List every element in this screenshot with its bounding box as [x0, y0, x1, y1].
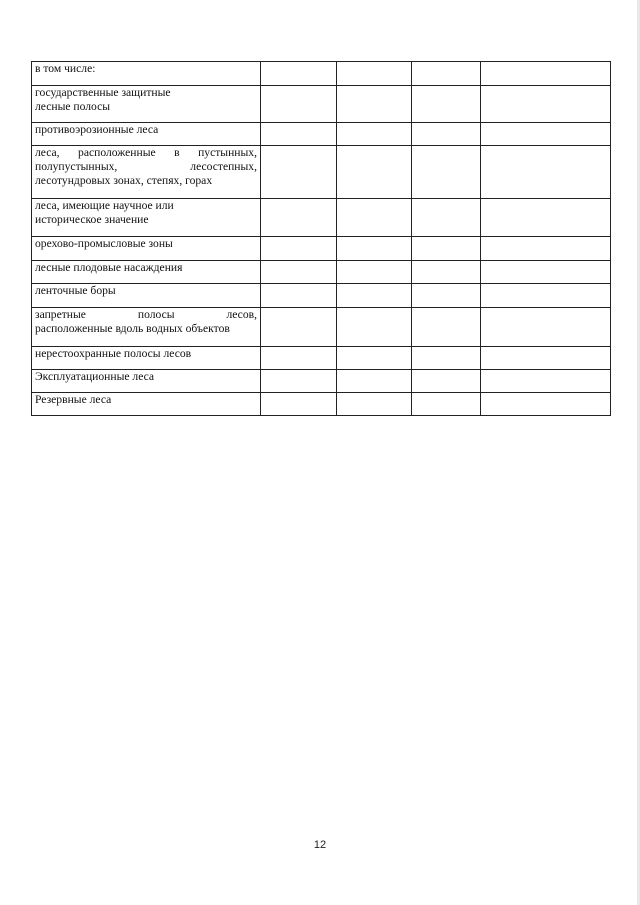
table-cell: [261, 199, 337, 237]
row-label-line: расположенные вдоль водных объектов: [35, 322, 230, 335]
table-cell: [261, 308, 337, 347]
table-cell: [481, 284, 611, 308]
row-label: нерестоохранные полосы лесов: [32, 347, 261, 370]
table-cell: [412, 237, 481, 261]
table-row: [32, 347, 611, 370]
table-cell: [412, 146, 481, 199]
row-label: лесные плодовые насаждения: [32, 261, 261, 284]
table-row: [32, 146, 611, 199]
row-label: [32, 146, 261, 199]
table-cell: [337, 308, 412, 347]
table-row: [32, 261, 611, 284]
row-label: Эксплуатационные леса: [32, 370, 261, 393]
table-cell: [481, 261, 611, 284]
table-cell: [261, 123, 337, 146]
table-cell: [337, 86, 412, 123]
row-label-line: полупустынных, лесостепных,: [35, 160, 257, 173]
table-cell: [412, 308, 481, 347]
table-cell: [412, 62, 481, 86]
table-cell: [337, 123, 412, 146]
table-row: [32, 123, 611, 146]
table-cell: [337, 62, 412, 86]
row-label: [32, 86, 261, 123]
table-cell: [261, 347, 337, 370]
table-cell: [337, 261, 412, 284]
row-label-line: государственные защитные: [35, 86, 171, 99]
table-cell: [412, 199, 481, 237]
table-row: [32, 199, 611, 237]
table-cell: [337, 347, 412, 370]
table-cell: [261, 146, 337, 199]
table-cell: [337, 146, 412, 199]
table-cell: [412, 370, 481, 393]
table-row: [32, 284, 611, 308]
table-row: [32, 62, 611, 86]
table-cell: [412, 284, 481, 308]
table-cell: [481, 62, 611, 86]
table-cell: [412, 261, 481, 284]
row-label: [32, 199, 261, 237]
table-cell: [261, 284, 337, 308]
table-row: [32, 308, 611, 347]
row-label-line: леса, имеющие научное или: [35, 199, 174, 212]
table-cell: [412, 347, 481, 370]
row-label: в том числе:: [32, 62, 261, 86]
table-cell: [337, 199, 412, 237]
row-label-line: историческое значение: [35, 213, 149, 226]
table-cell: [481, 86, 611, 123]
row-label: Резервные леса: [32, 393, 261, 416]
row-label-line: лесотундровых зонах, степях, горах: [35, 174, 213, 187]
table-cell: [261, 261, 337, 284]
table-cell: [481, 199, 611, 237]
row-label: противоэрозионные леса: [32, 123, 261, 146]
row-label-line: запретные полосы лесов,: [35, 308, 257, 321]
table-row: [32, 370, 611, 393]
table-cell: [337, 370, 412, 393]
table-cell: [481, 393, 611, 416]
table-cell: [337, 393, 412, 416]
table-row: [32, 237, 611, 261]
table-cell: [337, 237, 412, 261]
table-cell: [261, 393, 337, 416]
table-row: [32, 393, 611, 416]
table-cell: [481, 146, 611, 199]
table-cell: [481, 347, 611, 370]
table-cell: [481, 308, 611, 347]
table-cell: [481, 370, 611, 393]
row-label: орехово-промысловые зоны: [32, 237, 261, 261]
row-label-line: леса, расположенные в пустынных,: [35, 146, 257, 159]
table-cell: [412, 123, 481, 146]
row-label: ленточные боры: [32, 284, 261, 308]
forest-categories-table: [31, 61, 611, 416]
row-label: [32, 308, 261, 347]
table-cell: [412, 86, 481, 123]
table-row: [32, 86, 611, 123]
row-label-line: лесные полосы: [35, 100, 111, 113]
table-cell: [337, 284, 412, 308]
table-cell: [261, 62, 337, 86]
table-cell: [261, 370, 337, 393]
table-cell: [261, 237, 337, 261]
table-cell: [481, 237, 611, 261]
page-number: 12: [313, 839, 327, 851]
table-cell: [412, 393, 481, 416]
table-cell: [261, 86, 337, 123]
table-cell: [481, 123, 611, 146]
